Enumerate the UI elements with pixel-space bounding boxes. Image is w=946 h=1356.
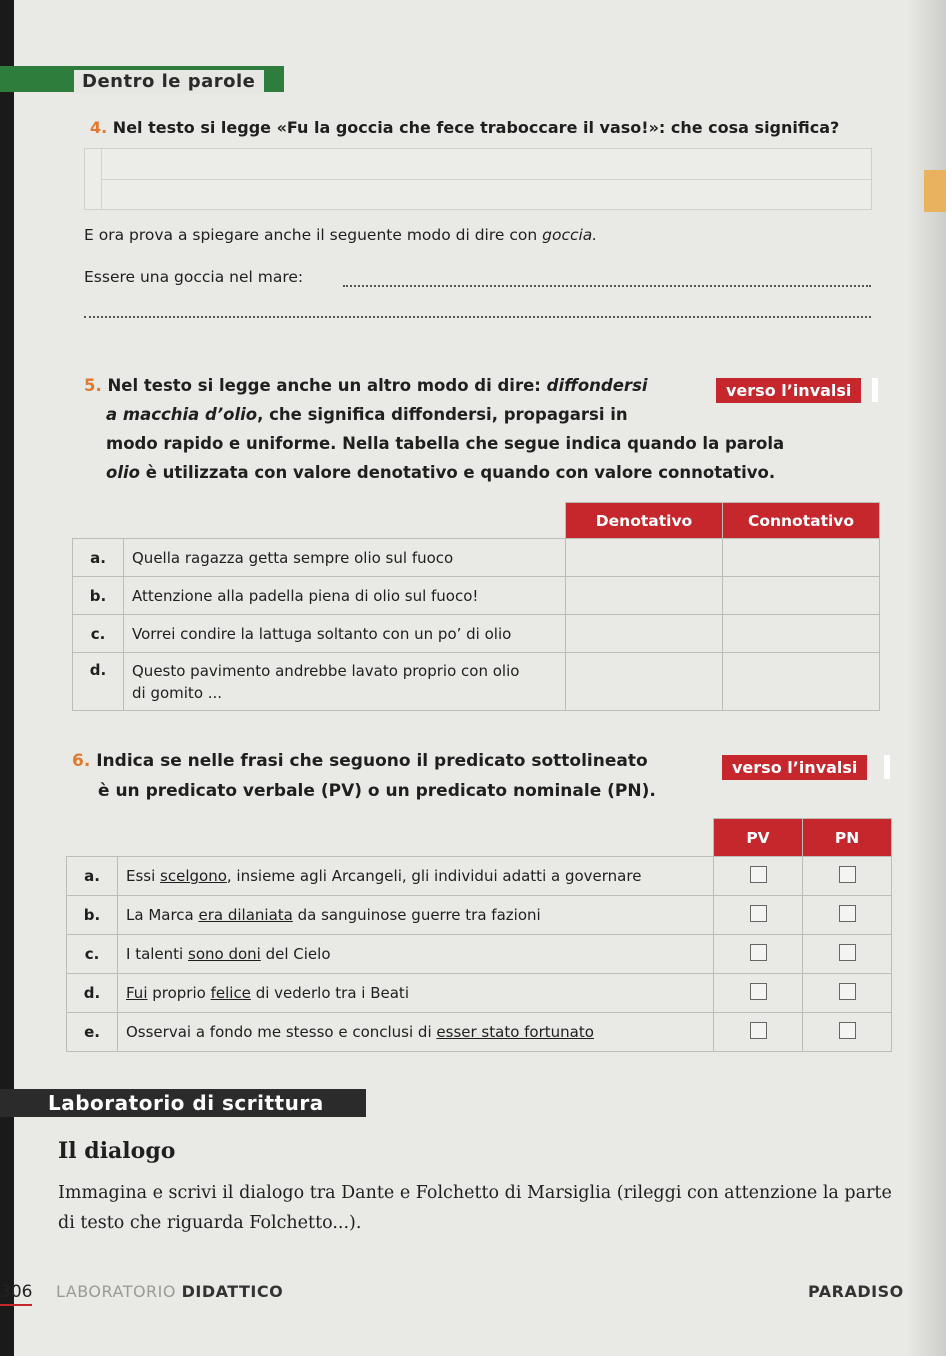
lab-title: Laboratorio di scrittura bbox=[48, 1091, 324, 1115]
row-text-pre: Osservai a fondo me stesso e conclusi di bbox=[126, 1023, 437, 1041]
q5-header-connotativo: Connotativo bbox=[723, 503, 880, 539]
underlined-predicate: era dilaniata bbox=[198, 906, 293, 924]
q6-line1: Indica se nelle frasi che seguono il predicato sottolineato bbox=[96, 751, 648, 771]
row-text-pre: Essi bbox=[126, 867, 161, 885]
q5-number: 5. bbox=[84, 376, 102, 395]
table-row bbox=[67, 1013, 892, 1052]
q5-a-connotativo-cell[interactable] bbox=[723, 539, 880, 577]
table-row bbox=[73, 539, 880, 577]
q4-text: Nel testo si legge «Fu la goccia che fece traboccare il vaso!»: che cosa significa? bbox=[112, 118, 840, 137]
row-text-post: del Cielo bbox=[260, 945, 331, 963]
q5-table bbox=[72, 502, 880, 711]
q5-line4-italic: olio bbox=[106, 463, 140, 482]
q6-header-pn: PN bbox=[803, 819, 892, 857]
q4-question bbox=[90, 118, 839, 137]
q4-prompt-plain: E ora prova a spiegare anche il seguente modo di dire con bbox=[84, 226, 543, 244]
row-text-mid: proprio bbox=[147, 984, 211, 1002]
q6-header-pv: PV bbox=[714, 819, 803, 857]
lab-text-line2: di testo che riguarda Folchetto...). bbox=[58, 1213, 362, 1233]
row-text: Vorrei condire la lattuga soltanto con un po’ di olio bbox=[124, 615, 566, 653]
q5-badge-tail bbox=[872, 378, 878, 402]
underlined-predicate: esser stato fortunato bbox=[436, 1023, 594, 1041]
q4-prompt-italic: goccia. bbox=[542, 226, 598, 244]
q5-d-connotativo-cell[interactable] bbox=[723, 653, 880, 711]
row-letter: a. bbox=[73, 539, 124, 577]
q4-answer-box[interactable] bbox=[84, 148, 872, 210]
footer-right: PARADISO bbox=[808, 1282, 904, 1301]
row-text-post: di vederlo tra i Beati bbox=[250, 984, 409, 1002]
row-letter: c. bbox=[67, 935, 118, 974]
pn-checkbox[interactable] bbox=[839, 944, 856, 961]
row-letter: d. bbox=[67, 974, 118, 1013]
row-text-pre: I talenti bbox=[126, 945, 188, 963]
lab-subtitle: Il dialogo bbox=[58, 1138, 176, 1164]
table-row bbox=[67, 974, 892, 1013]
row-text bbox=[118, 935, 714, 974]
row-text-line2: di gomito ... bbox=[132, 683, 223, 702]
q4-number: 4. bbox=[90, 118, 108, 137]
q5-line1-italic: diffondersi bbox=[546, 376, 648, 395]
q6-number: 6. bbox=[72, 751, 91, 771]
lab-text-line1: Immagina e scrivi il dialogo tra Dante e Folchetto di Marsiglia (rileggi con attenzione la parte bbox=[58, 1183, 892, 1203]
row-letter: b. bbox=[73, 577, 124, 615]
table-row bbox=[73, 653, 880, 711]
q6-table bbox=[66, 818, 892, 1052]
side-tab bbox=[924, 170, 946, 212]
pv-checkbox[interactable] bbox=[750, 866, 767, 883]
q5-c-connotativo-cell[interactable] bbox=[723, 615, 880, 653]
lab-text bbox=[58, 1178, 918, 1238]
table-row bbox=[67, 857, 892, 896]
q5-b-denotativo-cell[interactable] bbox=[566, 577, 723, 615]
q5-header-denotativo: Denotativo bbox=[566, 503, 723, 539]
q6-badge-tail bbox=[884, 755, 890, 779]
underlined-predicate: scelgono bbox=[160, 867, 227, 885]
pn-checkbox[interactable] bbox=[839, 983, 856, 1000]
footer-left bbox=[56, 1282, 283, 1301]
q6-question bbox=[72, 746, 656, 806]
q6-invalsi-badge: verso l’invalsi bbox=[722, 755, 867, 780]
row-letter: d. bbox=[73, 653, 124, 711]
table-row bbox=[67, 896, 892, 935]
row-text: Attenzione alla padella piena di olio sul fuoco! bbox=[124, 577, 566, 615]
q4-answer-line-2[interactable] bbox=[84, 316, 871, 318]
underlined-predicate: sono doni bbox=[188, 945, 261, 963]
row-text-line1: Questo pavimento andrebbe lavato proprio con olio bbox=[132, 661, 520, 680]
q5-line4: è utilizzata con valore denotativo e quando con valore connotativo. bbox=[139, 463, 776, 482]
pv-checkbox[interactable] bbox=[750, 983, 767, 1000]
table-row bbox=[73, 577, 880, 615]
pv-checkbox[interactable] bbox=[750, 905, 767, 922]
underlined-predicate-2: felice bbox=[210, 984, 251, 1002]
pv-checkbox[interactable] bbox=[750, 944, 767, 961]
row-text bbox=[124, 653, 566, 711]
q5-d-denotativo-cell[interactable] bbox=[566, 653, 723, 711]
table-row bbox=[67, 935, 892, 974]
row-text bbox=[118, 974, 714, 1013]
pn-checkbox[interactable] bbox=[839, 866, 856, 883]
q4-prompt bbox=[84, 226, 597, 244]
q5-invalsi-badge: verso l’invalsi bbox=[716, 378, 861, 403]
q5-c-denotativo-cell[interactable] bbox=[566, 615, 723, 653]
row-text-pre: La Marca bbox=[126, 906, 199, 924]
q5-b-connotativo-cell[interactable] bbox=[723, 577, 880, 615]
table-row bbox=[73, 615, 880, 653]
q5-a-denotativo-cell[interactable] bbox=[566, 539, 723, 577]
row-text-post: , insieme agli Arcangeli, gli individui adatti a governare bbox=[226, 867, 642, 885]
q5-line2: , che significa diffondersi, propagarsi in bbox=[257, 405, 628, 424]
row-text bbox=[118, 857, 714, 896]
pn-checkbox[interactable] bbox=[839, 905, 856, 922]
pn-checkbox[interactable] bbox=[839, 1022, 856, 1039]
page-number: 306 bbox=[0, 1282, 32, 1306]
row-letter: a. bbox=[67, 857, 118, 896]
q4-expression: Essere una goccia nel mare: bbox=[84, 268, 304, 286]
section-title: Dentro le parole bbox=[74, 70, 264, 94]
q5-line1: Nel testo si legge anche un altro modo di dire: bbox=[107, 376, 547, 395]
row-letter: e. bbox=[67, 1013, 118, 1052]
row-letter: b. bbox=[67, 896, 118, 935]
footer-left-b: DIDATTICO bbox=[181, 1282, 284, 1301]
q6-line2: è un predicato verbale (PV) o un predicato nominale (PN). bbox=[98, 781, 656, 801]
q5-line2-italic: a macchia d’olio bbox=[106, 405, 258, 424]
row-text-post: da sanguinose guerre tra fazioni bbox=[292, 906, 541, 924]
underlined-predicate: Fui bbox=[126, 984, 148, 1002]
row-text: Quella ragazza getta sempre olio sul fuoco bbox=[124, 539, 566, 577]
q5-line3: modo rapido e uniforme. Nella tabella che segue indica quando la parola bbox=[106, 434, 785, 453]
row-text bbox=[118, 896, 714, 935]
row-text bbox=[118, 1013, 714, 1052]
row-letter: c. bbox=[73, 615, 124, 653]
pv-checkbox[interactable] bbox=[750, 1022, 767, 1039]
footer-left-a: LABORATORIO bbox=[56, 1282, 176, 1301]
q4-answer-line-1[interactable] bbox=[343, 285, 871, 287]
